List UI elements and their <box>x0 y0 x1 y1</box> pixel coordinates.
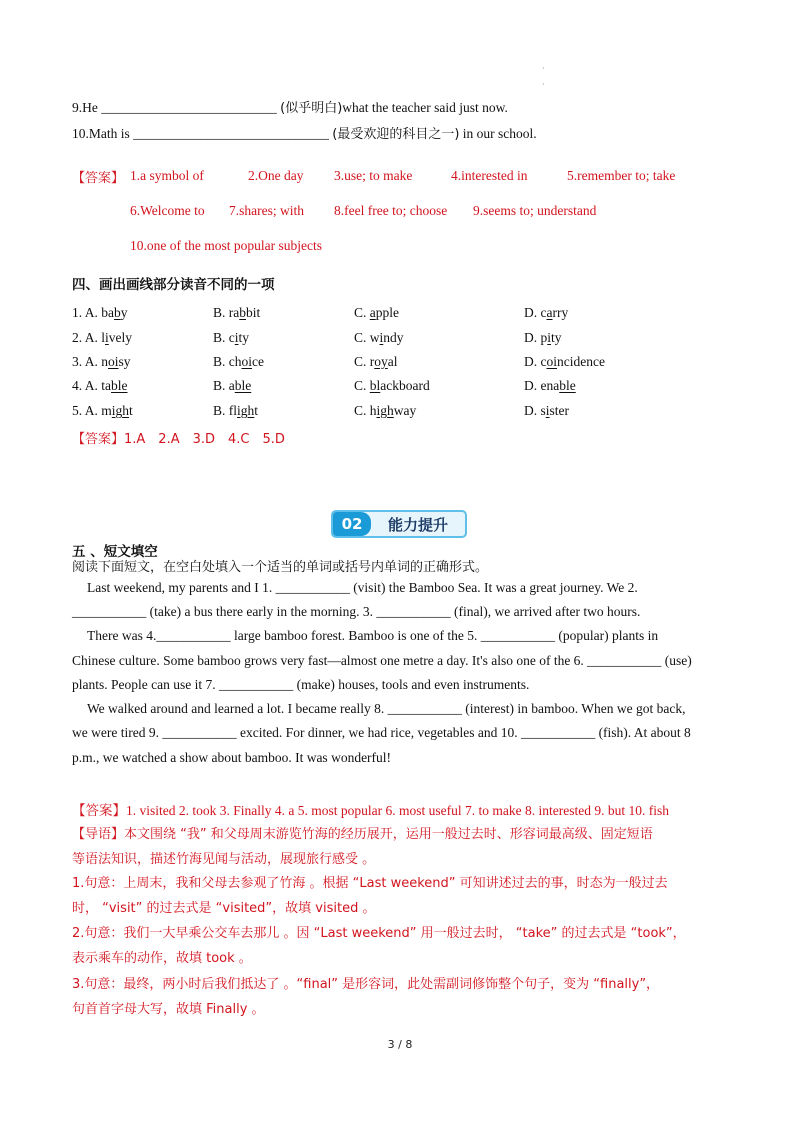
guide-line: 等语法知识，描述竹海见闻与活动，展现旅行感受 。 <box>72 852 376 867</box>
guide-line: 【导语】本文围绕 “我” 和父母周末游览竹海的经历展开，运用一般过去时、形容词最高级、固定短语 <box>72 827 653 842</box>
option-4b: B. able <box>213 378 252 393</box>
q9-lead: 9.He <box>72 100 98 115</box>
passage-line: plants. People can use it 7. ___________ (make) houses, tools and even instruments. <box>72 677 530 692</box>
answer-item: 1.a symbol of <box>130 168 204 183</box>
section-5-title: 五 、短文填空 <box>72 544 158 560</box>
passage-line: We walked around and learned a lot. I became really 8. ___________ (interest) in bamboo. When we got back, <box>87 701 686 716</box>
section-4-title: 四、画出画线部分读音不同的一项 <box>72 277 275 293</box>
answer-item: 4.interested in <box>451 168 528 183</box>
answer-item: 6.Welcome to <box>130 203 205 218</box>
section-4-answer: 【答案】1.A 2.A 3.D 4.C 5.D <box>72 432 285 447</box>
q10-tail: in our school. <box>462 126 537 141</box>
option-5b: B. flight <box>213 403 259 418</box>
option-4a: 4. A. table <box>72 378 128 393</box>
answer-item: 8.feel free to; choose <box>334 203 448 218</box>
answer-item: 3.use; to make <box>334 168 413 183</box>
corner-mark-bottom: · <box>542 80 545 89</box>
page-number: 3 / 8 <box>387 1038 413 1051</box>
option-2b: B. city <box>213 330 250 345</box>
passage-line: Last weekend, my parents and I 1. ___________ (visit) the Bamboo Sea. It was a great journey. We 2. <box>87 580 638 595</box>
option-3c: C. royal <box>354 354 398 369</box>
q10-lead: 10.Math is <box>72 126 130 141</box>
q10-hint: (最受欢迎的科目之一) <box>332 127 460 142</box>
passage-line: There was 4.___________ large bamboo forest. Bamboo is one of the 5. ___________ (popular) plants in <box>87 628 659 643</box>
passage-line: ___________ (take) a bus there early in the morning. 3. ___________ (final), we arrived after two hours. <box>72 604 641 619</box>
option-1c: C. apple <box>354 305 400 320</box>
answer-item: 10.one of the most popular subjects <box>130 238 322 253</box>
passage-line: p.m., we watched a show about bamboo. It was wonderful! <box>72 750 392 765</box>
answer-label: 【答案】 <box>72 171 125 186</box>
banner-number: 02 <box>333 512 371 536</box>
option-3d: D. coincidence <box>524 354 605 369</box>
section-5-answer: 【答案】1. visited 2. took 3. Finally 4. a 5. most popular 6. most useful 7. to make 8. interested 9. but 10. fish <box>72 803 669 818</box>
guide-line: 1.句意：上周末，我和父母去参观了竹海 。根据 “Last weekend” 可知讲述过去的事，时态为一般过去 <box>72 876 668 891</box>
q9-hint: (似乎明白) <box>280 101 343 116</box>
section-5-instruction: 阅读下面短文，在空白处填入一个适当的单词或括号内单词的正确形式。 <box>72 560 489 575</box>
guide-line: 3.句意：最终，两小时后我们抵达了 。“final” 是形容词，此处需副词修饰整个句子，变为 “finally”， <box>72 977 660 992</box>
option-2c: C. windy <box>354 330 404 345</box>
answer-item: 7.shares; with <box>229 203 304 218</box>
option-1d: D. carry <box>524 305 569 320</box>
option-1a: 1. A. baby <box>72 305 128 320</box>
q9-tail: what the teacher said just now. <box>342 100 508 115</box>
guide-line: 句首首字母大写，故填 Finally 。 <box>72 1002 265 1017</box>
banner-label: 能力提升 <box>387 515 448 534</box>
q9-blank: __________________________ <box>101 100 277 115</box>
passage-line: we were tired 9. ___________ excited. For dinner, we had rice, vegetables and 10. ___________ (fish). At about 8 <box>72 725 691 740</box>
option-2a: 2. A. lively <box>72 330 133 345</box>
option-5d: D. sister <box>524 403 570 418</box>
option-5c: C. highway <box>354 403 417 418</box>
option-5a: 5. A. might <box>72 403 133 418</box>
section-banner <box>331 510 467 538</box>
passage-line: Chinese culture. Some bamboo grows very fast—almost one metre a day. It's also one of the 6. ___________ (use) <box>72 653 692 668</box>
answer-item: 5.remember to; take <box>567 168 676 183</box>
option-1b: B. rabbit <box>213 305 261 320</box>
option-4c: C. blackboard <box>354 378 430 393</box>
corner-mark-top: · <box>542 64 545 73</box>
question-9 <box>72 97 508 116</box>
guide-line: 时， “visit” 的过去式是 “visited”，故填 visited 。 <box>72 901 376 916</box>
answer-item: 2.One day <box>248 168 304 183</box>
question-10 <box>72 123 537 142</box>
option-2d: D. pity <box>524 330 562 345</box>
option-4d: D. enable <box>524 378 576 393</box>
option-3b: B. choice <box>213 354 264 369</box>
guide-line: 2.句意：我们一大早乘公交车去那儿 。因 “Last weekend” 用一般过去时， “take” 的过去式是 “took”， <box>72 926 686 941</box>
guide-line: 表示乘车的动作，故填 took 。 <box>72 951 252 966</box>
answer-item: 9.seems to; understand <box>473 203 597 218</box>
option-3a: 3. A. noisy <box>72 354 131 369</box>
q10-blank: _____________________________ <box>133 126 329 141</box>
